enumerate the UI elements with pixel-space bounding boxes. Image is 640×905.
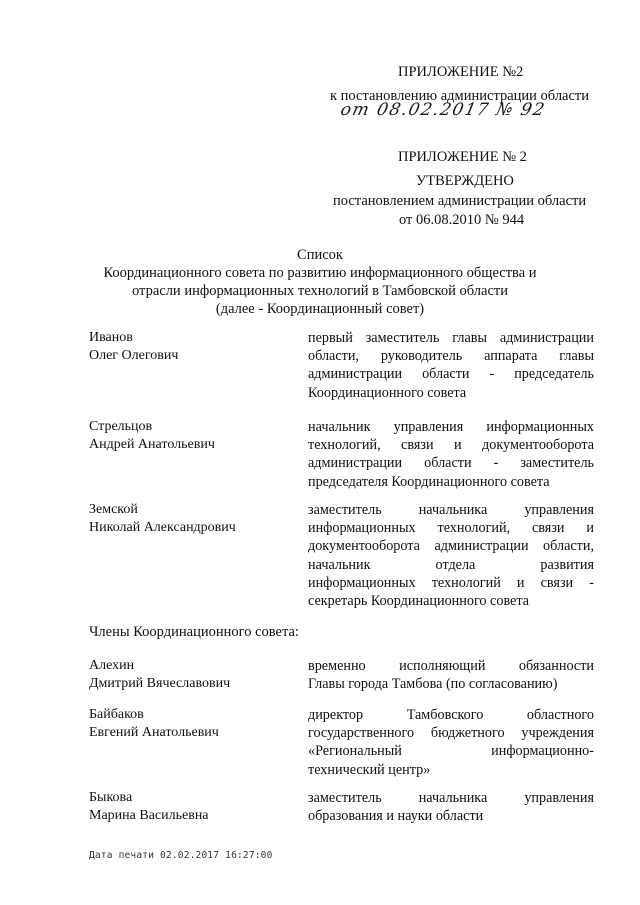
position-line: «Региональный информационно-: [308, 743, 594, 760]
position-line: председателя Координационного совета: [308, 473, 550, 490]
position-line: заместитель начальника управления: [308, 790, 594, 806]
person-surname: Земской: [89, 502, 138, 517]
person-position: [308, 657, 594, 693]
person-name: [89, 329, 178, 365]
position-line: администрации области - председатель: [308, 366, 594, 383]
person-name: [89, 706, 219, 742]
position-line: первый заместитель главы администрации: [308, 330, 594, 346]
position-line: директор Тамбовского областного: [308, 707, 594, 723]
person-surname: Быкова: [89, 790, 133, 805]
position-line: начальник отдела развития: [308, 556, 594, 573]
position-line: области, руководитель аппарата главы: [308, 348, 594, 365]
person-position: [308, 501, 594, 610]
approved-stamp: УТВЕРЖДЕНО: [416, 173, 514, 189]
person-name: [89, 501, 236, 537]
resolution-reference: к постановлению администрации области: [330, 88, 590, 104]
position-line: начальник управления информационных: [308, 419, 594, 435]
approved-date: от 06.08.2010 № 944: [399, 212, 525, 228]
person-position: [308, 418, 594, 491]
person-position: [308, 706, 594, 779]
position-line: Главы города Тамбова (по согласованию): [308, 676, 558, 693]
title-line-3: отрасли информационных технологий в Тамбовской области: [132, 283, 508, 299]
title-line-4: (далее - Координационный совет): [215, 301, 425, 317]
appendix-number-top: ПРИЛОЖЕНИЕ №2: [398, 64, 524, 80]
person-name: [89, 789, 209, 825]
person-given-name: Олег Олегович: [89, 348, 179, 363]
person-surname: Иванов: [89, 330, 133, 345]
person-name: [89, 657, 230, 693]
person-given-name: Николай Александрович: [89, 520, 236, 535]
handwritten-date-text: от 08.02.2017 № 92: [338, 100, 548, 120]
person-given-name: Марина Васильевна: [89, 808, 209, 823]
position-line: документооборота администрации области,: [308, 538, 594, 555]
position-line: технологий, связи и документооборота: [308, 437, 594, 454]
title-line-2: Координационного совета по развитию информационного общества и: [103, 265, 537, 281]
person-surname: Алехин: [89, 658, 135, 673]
position-line: информационных технологий и связи -: [308, 574, 594, 591]
person-name: [89, 418, 215, 454]
document-title: [0, 246, 640, 318]
person-position: [308, 329, 594, 402]
person-given-name: Андрей Анатольевич: [89, 437, 215, 452]
position-line: администрации области - заместитель: [308, 455, 594, 472]
members-heading: Члены Координационного совета:: [89, 624, 299, 640]
appendix-number-second: ПРИЛОЖЕНИЕ № 2: [398, 149, 527, 165]
position-line: информационных технологий, связи и: [308, 520, 594, 537]
position-line: образования и науки области: [308, 808, 484, 825]
approved-by: постановлением администрации области: [333, 193, 587, 209]
person-surname: Стрельцов: [89, 419, 153, 434]
position-line: заместитель начальника управления: [308, 502, 594, 518]
position-line: государственного бюджетного учреждения: [308, 725, 594, 742]
title-line-1: Список: [297, 247, 343, 263]
position-line: секретарь Координационного совета: [308, 592, 530, 609]
position-line: Координационного совета: [308, 384, 467, 401]
person-surname: Байбаков: [89, 707, 144, 722]
person-given-name: Евгений Анатольевич: [89, 725, 219, 740]
position-line: временно исполняющий обязанности: [308, 658, 594, 674]
print-date: Дата печати 02.02.2017 16:27:00: [89, 850, 273, 861]
person-given-name: Дмитрий Вячеславович: [89, 676, 231, 691]
person-position: [308, 789, 594, 825]
position-line: технический центр»: [308, 761, 431, 778]
